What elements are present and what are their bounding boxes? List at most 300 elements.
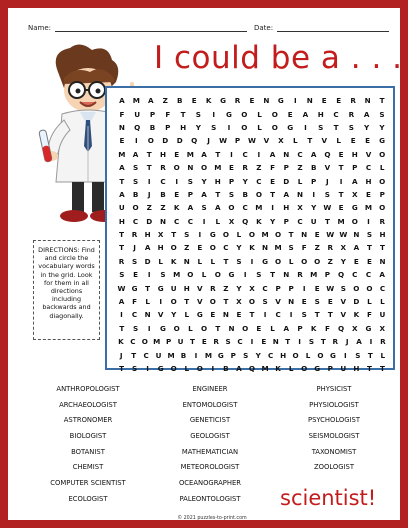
grid-letter[interactable]: O	[222, 230, 229, 240]
grid-letter[interactable]: L	[380, 350, 386, 360]
grid-letter[interactable]: Z	[256, 163, 262, 173]
grid-letter[interactable]: R	[118, 256, 125, 266]
grid-letter[interactable]: T	[119, 230, 124, 240]
grid-letter[interactable]: N	[306, 96, 313, 106]
grid-letter[interactable]: I	[298, 337, 301, 347]
grid-letter[interactable]: S	[308, 337, 315, 347]
grid-letter[interactable]: A	[283, 323, 290, 333]
grid-letter[interactable]: I	[146, 364, 149, 373]
grid-letter[interactable]: I	[302, 283, 306, 293]
grid-letter[interactable]: E	[366, 256, 372, 266]
grid-letter[interactable]: S	[160, 270, 166, 280]
grid-letter[interactable]: X	[340, 243, 347, 253]
grid-letter[interactable]: X	[297, 203, 303, 213]
grid-letter[interactable]: E	[301, 297, 307, 307]
grid-letter[interactable]: C	[242, 203, 248, 213]
grid-letter[interactable]: O	[255, 189, 262, 199]
grid-letter[interactable]: H	[365, 176, 372, 186]
grid-letter[interactable]: O	[209, 297, 216, 307]
grid-letter[interactable]: G	[228, 270, 235, 280]
grid-letter[interactable]: I	[194, 350, 198, 360]
grid-letter[interactable]: P	[327, 364, 333, 373]
grid-letter[interactable]: T	[366, 364, 372, 373]
grid-letter[interactable]: L	[197, 256, 203, 266]
grid-letter[interactable]: D	[162, 136, 169, 146]
grid-letter[interactable]: L	[288, 364, 294, 373]
grid-letter[interactable]: C	[365, 163, 372, 173]
grid-letter[interactable]: S	[201, 203, 207, 213]
grid-letter[interactable]: R	[332, 337, 339, 347]
grid-letter[interactable]: R	[380, 337, 386, 347]
grid-letter[interactable]: T	[223, 297, 229, 307]
grid-letter[interactable]: H	[118, 216, 125, 226]
grid-letter[interactable]: O	[379, 203, 386, 213]
grid-letter[interactable]: I	[369, 337, 373, 347]
grid-letter[interactable]: P	[228, 176, 235, 186]
grid-letter[interactable]: M	[132, 96, 140, 106]
grid-letter[interactable]: S	[340, 283, 346, 293]
grid-letter[interactable]: N	[222, 310, 229, 320]
grid-letter[interactable]: A	[201, 189, 207, 199]
grid-letter[interactable]: I	[250, 256, 254, 266]
grid-letter[interactable]: T	[270, 189, 276, 199]
grid-letter[interactable]: S	[132, 163, 139, 173]
grid-letter[interactable]: A	[363, 109, 370, 119]
grid-letter[interactable]: P	[283, 163, 289, 173]
grid-letter[interactable]: A	[310, 149, 317, 159]
grid-letter[interactable]: N	[272, 337, 279, 347]
grid-letter[interactable]: Y	[340, 256, 346, 266]
grid-letter[interactable]: M	[261, 230, 269, 240]
grid-letter[interactable]: Y	[171, 310, 177, 320]
grid-letter[interactable]: S	[119, 270, 125, 280]
grid-letter[interactable]: B	[132, 189, 139, 199]
grid-letter[interactable]: W	[326, 230, 335, 240]
grid-letter[interactable]: O	[170, 297, 177, 307]
grid-letter[interactable]: S	[314, 297, 320, 307]
grid-letter[interactable]: S	[225, 337, 231, 347]
grid-letter[interactable]: I	[212, 109, 216, 119]
grid-letter[interactable]: P	[187, 189, 193, 199]
grid-letter[interactable]: S	[355, 350, 361, 360]
grid-letter[interactable]: D	[283, 176, 290, 186]
grid-letter[interactable]: E	[133, 270, 139, 280]
grid-letter[interactable]: C	[275, 310, 281, 320]
grid-letter[interactable]: M	[261, 364, 269, 373]
grid-letter[interactable]: V	[321, 136, 328, 146]
grid-letter[interactable]: E	[256, 323, 262, 333]
grid-letter[interactable]: L	[210, 256, 216, 266]
grid-letter[interactable]: R	[234, 96, 241, 106]
grid-letter[interactable]: Z	[297, 163, 303, 173]
grid-letter[interactable]: L	[293, 136, 298, 146]
grid-letter[interactable]: T	[380, 364, 385, 373]
grid-letter[interactable]: I	[339, 176, 343, 186]
grid-letter[interactable]: V	[263, 136, 270, 146]
grid-letter[interactable]: O	[209, 243, 216, 253]
grid-letter[interactable]: C	[256, 176, 262, 186]
grid-letter[interactable]: E	[201, 337, 207, 347]
grid-letter[interactable]: K	[249, 243, 255, 253]
grid-letter[interactable]: P	[275, 283, 281, 293]
grid-letter[interactable]: G	[217, 350, 224, 360]
grid-letter[interactable]: C	[131, 310, 138, 320]
grid-letter[interactable]: T	[249, 310, 255, 320]
grid-letter[interactable]: L	[305, 350, 311, 360]
grid-letter[interactable]: G	[329, 350, 336, 360]
grid-letter[interactable]: C	[333, 109, 339, 119]
grid-letter[interactable]: I	[243, 270, 247, 280]
grid-letter[interactable]: C	[268, 350, 274, 360]
grid-letter[interactable]: K	[118, 337, 124, 347]
grid-letter[interactable]: L	[184, 364, 190, 373]
grid-letter[interactable]: O	[241, 122, 248, 132]
grid-letter[interactable]: F	[165, 109, 171, 119]
grid-letter[interactable]: T	[146, 149, 152, 159]
grid-letter[interactable]: W	[323, 203, 332, 213]
grid-letter[interactable]: O	[214, 270, 221, 280]
grid-letter[interactable]: J	[207, 136, 210, 146]
grid-letter[interactable]: O	[366, 283, 373, 293]
grid-letter[interactable]: Y	[195, 122, 201, 132]
grid-letter[interactable]: S	[132, 176, 139, 186]
grid-letter[interactable]: T	[146, 163, 152, 173]
grid-letter[interactable]: W	[326, 283, 335, 293]
grid-letter[interactable]: K	[205, 96, 212, 106]
grid-letter[interactable]: F	[132, 297, 138, 307]
grid-letter[interactable]: L	[270, 323, 275, 333]
grid-letter[interactable]: E	[287, 109, 293, 119]
grid-letter[interactable]: T	[338, 163, 344, 173]
grid-letter[interactable]: Q	[191, 136, 198, 146]
grid-letter[interactable]: O	[271, 109, 278, 119]
grid-letter[interactable]: A	[118, 297, 125, 307]
grid-letter[interactable]: M	[337, 216, 345, 226]
grid-letter[interactable]: L	[158, 256, 163, 266]
grid-letter[interactable]: X	[352, 323, 358, 333]
grid-letter[interactable]: O	[275, 230, 282, 240]
grid-letter[interactable]: N	[262, 243, 269, 253]
grid-letter[interactable]: K	[256, 216, 262, 226]
grid-letter[interactable]: L	[379, 163, 385, 173]
grid-letter[interactable]: I	[230, 149, 233, 159]
grid-letter[interactable]: Z	[184, 243, 190, 253]
grid-letter[interactable]: O	[379, 149, 386, 159]
grid-letter[interactable]: G	[131, 283, 138, 293]
grid-letter[interactable]: E	[336, 96, 342, 106]
grid-letter[interactable]: B	[149, 122, 156, 132]
grid-letter[interactable]: L	[184, 310, 190, 320]
grid-letter[interactable]: H	[159, 149, 166, 159]
grid-letter[interactable]: T	[184, 297, 190, 307]
grid-letter[interactable]: N	[183, 256, 190, 266]
grid-letter[interactable]: D	[144, 256, 151, 266]
grid-letter[interactable]: O	[170, 243, 177, 253]
grid-letter[interactable]: N	[283, 149, 290, 159]
grid-letter[interactable]: X	[157, 230, 164, 240]
grid-letter[interactable]: R	[210, 283, 216, 293]
grid-letter[interactable]: S	[132, 323, 139, 333]
grid-letter[interactable]: I	[202, 216, 206, 226]
grid-letter[interactable]: N	[379, 256, 386, 266]
grid-letter[interactable]: N	[353, 230, 360, 240]
grid-letter[interactable]: F	[324, 323, 330, 333]
grid-letter[interactable]: J	[345, 337, 349, 347]
grid-letter[interactable]: Y	[236, 243, 242, 253]
grid-letter[interactable]: O	[301, 364, 308, 373]
grid-letter[interactable]: R	[350, 96, 356, 106]
grid-letter[interactable]: S	[288, 243, 294, 253]
grid-letter[interactable]: E	[210, 310, 216, 320]
grid-letter[interactable]: S	[243, 350, 249, 360]
grid-letter[interactable]: O	[317, 350, 324, 360]
grid-letter[interactable]: T	[215, 189, 221, 199]
grid-letter[interactable]: T	[270, 270, 276, 280]
grid-letter[interactable]: T	[180, 109, 186, 119]
grid-letter[interactable]: T	[119, 364, 124, 373]
grid-letter[interactable]: A	[283, 189, 290, 199]
grid-letter[interactable]: B	[242, 189, 248, 199]
grid-letter[interactable]: B	[180, 350, 187, 360]
grid-letter[interactable]: T	[145, 283, 151, 293]
grid-letter[interactable]: O	[147, 136, 154, 146]
grid-letter[interactable]: Q	[338, 323, 345, 333]
grid-letter[interactable]: E	[261, 337, 267, 347]
grid-letter[interactable]: N	[263, 96, 270, 106]
grid-letter[interactable]: S	[262, 297, 268, 307]
grid-letter[interactable]: C	[262, 283, 268, 293]
grid-letter[interactable]: A	[119, 189, 125, 199]
grid-letter[interactable]: T	[314, 310, 320, 320]
grid-letter[interactable]: Z	[162, 96, 168, 106]
grid-letter[interactable]: P	[149, 109, 156, 119]
grid-letter[interactable]: N	[364, 96, 371, 106]
grid-letter[interactable]: L	[380, 297, 385, 307]
grid-letter[interactable]: P	[311, 176, 317, 186]
grid-letter[interactable]: I	[120, 310, 123, 320]
grid-letter[interactable]: N	[283, 270, 290, 280]
grid-letter[interactable]: O	[292, 350, 299, 360]
grid-letter[interactable]: V	[197, 297, 203, 307]
grid-letter[interactable]: H	[183, 283, 190, 293]
grid-letter[interactable]: A	[119, 96, 125, 106]
grid-letter[interactable]: R	[213, 337, 219, 347]
grid-letter[interactable]: Q	[248, 364, 256, 373]
grid-letter[interactable]: T	[215, 149, 221, 159]
grid-letter[interactable]: S	[379, 109, 385, 119]
grid-letter[interactable]: A	[187, 203, 194, 213]
grid-letter[interactable]: L	[257, 122, 262, 132]
grid-letter[interactable]: G	[365, 323, 372, 333]
grid-letter[interactable]: P	[352, 163, 358, 173]
grid-letter[interactable]: O	[132, 203, 139, 213]
grid-letter[interactable]: O	[196, 364, 203, 373]
grid-letter[interactable]: O	[379, 176, 386, 186]
grid-letter[interactable]: L	[188, 323, 193, 333]
grid-letter[interactable]: C	[297, 149, 303, 159]
grid-letter[interactable]: E	[314, 283, 320, 293]
grid-letter[interactable]: C	[365, 270, 372, 280]
grid-letter[interactable]: V	[275, 297, 281, 307]
grid-letter[interactable]: H	[280, 350, 287, 360]
grid-letter[interactable]: C	[132, 216, 139, 226]
grid-letter[interactable]: O	[173, 163, 180, 173]
grid-letter[interactable]: V	[340, 297, 347, 307]
grid-letter[interactable]: O	[275, 256, 282, 266]
grid-letter[interactable]: G	[157, 283, 164, 293]
grid-letter[interactable]: N	[118, 122, 125, 132]
grid-letter[interactable]: Y	[364, 122, 370, 132]
grid-letter[interactable]: E	[327, 297, 333, 307]
grid-letter[interactable]: V	[157, 310, 164, 320]
grid-letter[interactable]: N	[187, 163, 194, 173]
grid-letter[interactable]: M	[214, 163, 222, 173]
grid-letter[interactable]: Y	[379, 122, 385, 132]
grid-letter[interactable]: U	[177, 337, 184, 347]
grid-letter[interactable]: G	[160, 323, 166, 333]
grid-letter[interactable]: I	[257, 149, 261, 159]
grid-letter[interactable]: V	[324, 163, 331, 173]
grid-letter[interactable]: P	[324, 270, 331, 280]
grid-letter[interactable]: H	[351, 149, 358, 159]
grid-letter[interactable]: V	[197, 283, 203, 293]
grid-letter[interactable]: K	[353, 310, 360, 320]
grid-letter[interactable]: G	[157, 364, 164, 373]
grid-letter[interactable]: U	[379, 310, 386, 320]
grid-letter[interactable]: T	[223, 256, 229, 266]
grid-letter[interactable]: G	[209, 230, 216, 240]
grid-letter[interactable]: K	[173, 203, 180, 213]
grid-letter[interactable]: G	[379, 136, 385, 146]
grid-letter[interactable]: I	[312, 189, 316, 199]
grid-letter[interactable]: S	[195, 109, 201, 119]
grid-letter[interactable]: I	[263, 310, 267, 320]
grid-letter[interactable]: Z	[160, 203, 166, 213]
grid-letter[interactable]: S	[131, 364, 138, 373]
grid-letter[interactable]: S	[256, 270, 262, 280]
grid-letter[interactable]: A	[356, 337, 362, 347]
grid-letter[interactable]: Z	[327, 256, 333, 266]
grid-letter[interactable]: W	[248, 136, 256, 146]
grid-letter[interactable]: P	[230, 350, 236, 360]
grid-letter[interactable]: N	[144, 310, 151, 320]
grid-letter[interactable]: S	[131, 256, 138, 266]
grid-letter[interactable]: O	[201, 163, 208, 173]
grid-letter[interactable]: C	[160, 176, 166, 186]
grid-letter[interactable]: C	[130, 337, 136, 347]
grid-letter[interactable]: Z	[223, 283, 229, 293]
grid-letter[interactable]: R	[242, 163, 248, 173]
grid-letter[interactable]: Z	[146, 203, 152, 213]
grid-letter[interactable]: T	[327, 310, 333, 320]
grid-letter[interactable]: M	[153, 337, 161, 347]
grid-letter[interactable]: I	[304, 122, 307, 132]
grid-letter[interactable]: O	[248, 230, 256, 240]
grid-letter[interactable]: E	[249, 96, 255, 106]
grid-letter[interactable]: X	[236, 297, 242, 307]
grid-letter[interactable]: Q	[324, 149, 331, 159]
grid-letter[interactable]: A	[269, 149, 276, 159]
grid-letter[interactable]: A	[236, 364, 242, 373]
grid-letter[interactable]: I	[271, 203, 274, 213]
grid-letter[interactable]: E	[321, 96, 327, 106]
grid-letter[interactable]: T	[307, 136, 313, 146]
grid-letter[interactable]: N	[296, 189, 303, 199]
grid-letter[interactable]: T	[366, 243, 372, 253]
grid-letter[interactable]: T	[379, 96, 385, 106]
grid-letter[interactable]: Y	[201, 176, 207, 186]
grid-letter[interactable]: W	[117, 283, 126, 293]
grid-letter[interactable]: X	[379, 323, 385, 333]
grid-letter[interactable]: I	[227, 122, 231, 132]
grid-letter[interactable]: O	[248, 297, 256, 307]
grid-letter[interactable]: U	[340, 364, 347, 373]
grid-letter[interactable]: E	[229, 163, 234, 173]
grid-letter[interactable]: L	[257, 109, 262, 119]
grid-letter[interactable]: T	[171, 230, 177, 240]
grid-letter[interactable]: F	[366, 310, 372, 320]
name-line[interactable]	[55, 31, 247, 32]
grid-letter[interactable]: Y	[255, 350, 261, 360]
grid-letter[interactable]: T	[119, 243, 124, 253]
grid-letter[interactable]: I	[159, 297, 162, 307]
grid-letter[interactable]: M	[364, 203, 373, 213]
grid-letter[interactable]: N	[228, 323, 235, 333]
grid-letter[interactable]: W	[219, 136, 228, 146]
grid-letter[interactable]: A	[148, 96, 154, 106]
grid-letter[interactable]: H	[157, 243, 164, 253]
grid-letter[interactable]: D	[146, 216, 153, 226]
grid-letter[interactable]: G	[262, 256, 268, 266]
grid-letter[interactable]: S	[301, 310, 307, 320]
grid-letter[interactable]: U	[310, 216, 317, 226]
grid-letter[interactable]: D	[353, 297, 360, 307]
grid-letter[interactable]: E	[366, 189, 371, 199]
grid-letter[interactable]: T	[189, 337, 195, 347]
grid-letter[interactable]: Y	[269, 216, 276, 226]
grid-letter[interactable]: U	[134, 109, 141, 119]
grid-letter[interactable]: E	[270, 176, 276, 186]
grid-letter[interactable]: L	[201, 270, 207, 280]
grid-letter[interactable]: S	[184, 230, 190, 240]
grid-letter[interactable]: L	[215, 216, 221, 226]
grid-letter[interactable]: A	[302, 109, 309, 119]
grid-letter[interactable]: U	[170, 283, 177, 293]
grid-letter[interactable]: A	[214, 203, 221, 213]
grid-letter[interactable]: S	[228, 189, 235, 199]
grid-letter[interactable]: H	[317, 109, 324, 119]
grid-letter[interactable]: E	[236, 310, 242, 320]
grid-letter[interactable]: Y	[242, 176, 248, 186]
grid-letter[interactable]: M	[173, 270, 181, 280]
grid-letter[interactable]: G	[220, 96, 227, 106]
grid-letter[interactable]: X	[352, 189, 358, 199]
grid-letter[interactable]: A	[144, 243, 151, 253]
grid-letter[interactable]: X	[228, 216, 235, 226]
grid-letter[interactable]: O	[228, 203, 235, 213]
grid-letter[interactable]: C	[242, 149, 248, 159]
grid-letter[interactable]: K	[310, 323, 317, 333]
grid-letter[interactable]: R	[297, 270, 303, 280]
grid-letter[interactable]: I	[289, 310, 293, 320]
grid-letter[interactable]: R	[348, 109, 355, 119]
grid-letter[interactable]: E	[174, 189, 180, 199]
grid-letter[interactable]: O	[187, 270, 194, 280]
grid-letter[interactable]: C	[237, 337, 243, 347]
grid-letter[interactable]: T	[285, 337, 291, 347]
grid-letter[interactable]: H	[283, 203, 290, 213]
grid-letter[interactable]: E	[353, 256, 359, 266]
